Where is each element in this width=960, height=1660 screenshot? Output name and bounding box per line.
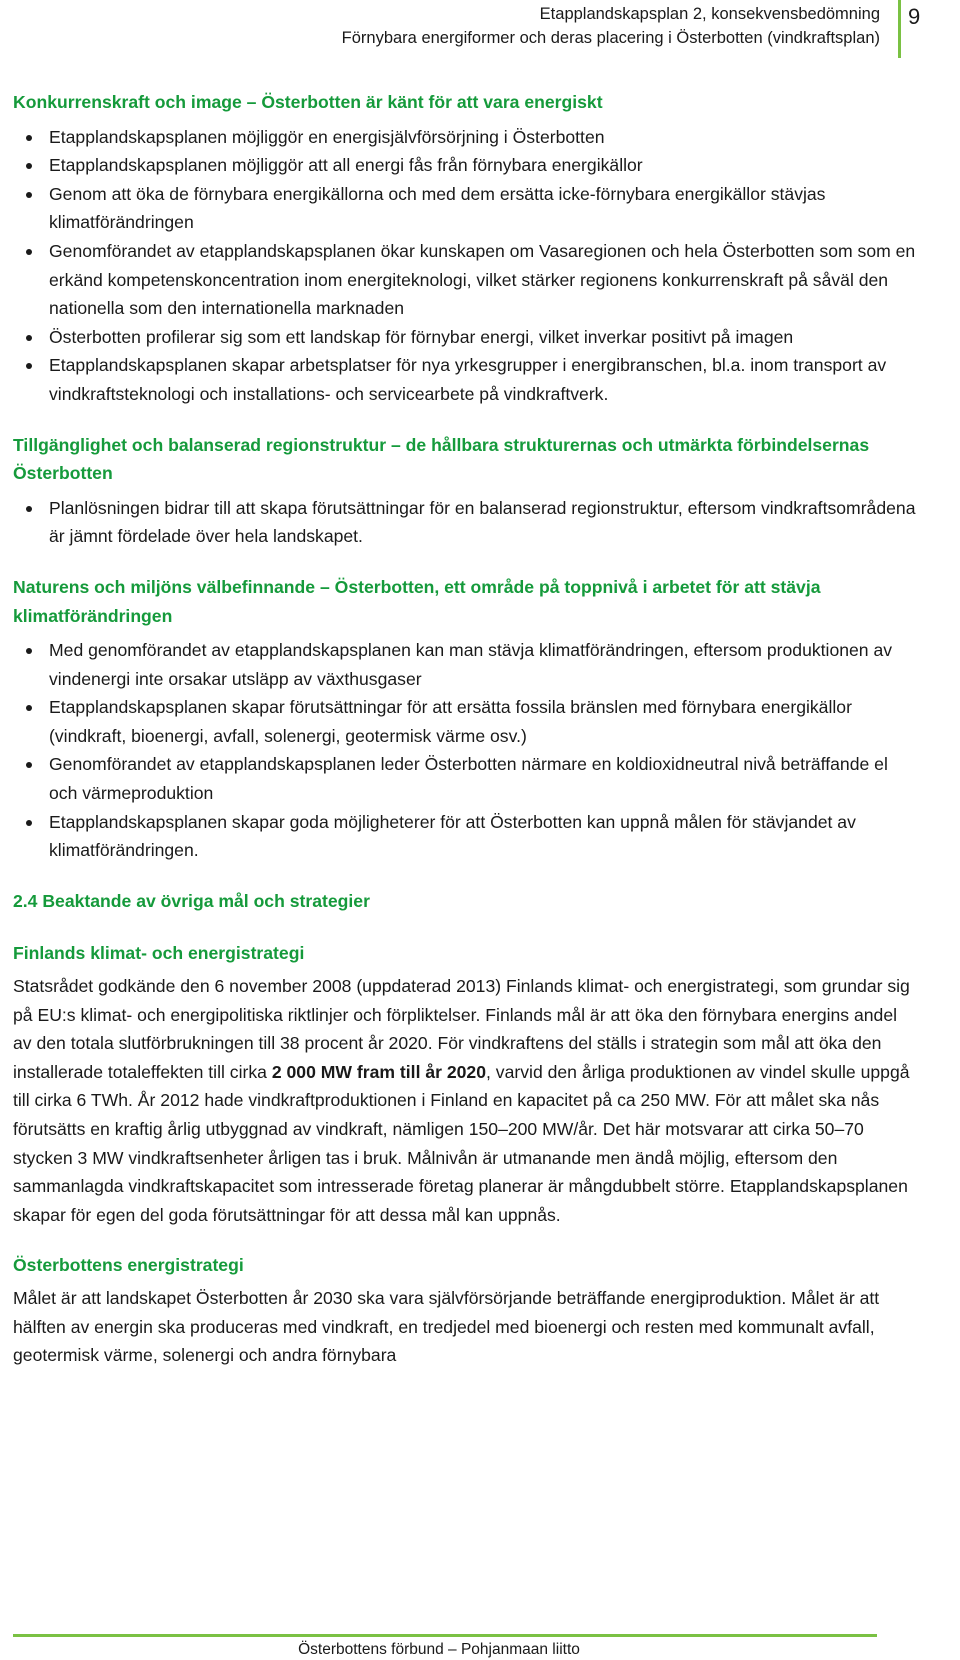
paragraph-finland-strategy: [13, 972, 918, 1229]
section-heading-competitiveness: Konkurrenskraft och image – Österbotten är känt för att vara energiskt: [13, 92, 603, 112]
list-item: Österbotten profilerar sig som ett landskap för förnybar energi, vilket inverkar positivt på imagen: [13, 323, 918, 352]
list-item: Etapplandskapsplanen skapar förutsättningar för att ersätta fossila bränslen med förnybara energikällor (vindkraft, bioenergi, avfall, solenergi, geotermisk värme osv.): [13, 693, 918, 750]
list-item: Planlösningen bidrar till att skapa förutsättningar för en balanserad regionstruktur, eftersom vindkraftsområdena är jämnt fördelade över hela landskapet.: [13, 494, 918, 551]
bullet-list-environment: [13, 636, 918, 865]
list-item: Etapplandskapsplanen skapar goda möjligheterer för att Österbotten kan uppnå målen för stävjandet av klimatförändringen.: [13, 808, 918, 865]
bullet-list-accessibility: [13, 494, 918, 551]
page-number: 9: [908, 4, 921, 29]
section-heading-finland-strategy: Finlands klimat- och energistrategi: [13, 943, 305, 964]
paragraph-ostrobothnia-strategy: Målet är att landskapet Österbotten år 2030 ska vara självförsörjande beträffande energiproduktion. Målet är att hälften av energin ska produceras med vindkraft, en tredjedel med bioenergi och resten med kommunalt avfall, geotermisk värme, solenergi och andra förnybara: [13, 1287, 880, 1366]
list-item: Etapplandskapsplanen möjliggör en energisjälvförsörjning i Österbotten: [13, 123, 918, 152]
paragraph-text: Statsrådet godkände den 6 november 2008 (uppdaterad 2013) Finlands klimat- och energistrategi, som grundar sig på EU:s klimat- och energipolitiska riktlinjer och förpliktelser. Finlands mål är att öka den förnybara energins andel av den totala slutförbrukningen till 38 procent år 2020. För vindkraftens del ställs i strategin som mål att öka den installerade totaleffekten till cirka: [13, 976, 910, 1082]
section-heading-accessibility: Tillgänglighet och balanserad regionstruktur – de hållbara strukturernas och utmärkta förbindelsernas Österbotten: [13, 434, 870, 484]
footer-rule: [13, 1634, 877, 1637]
page-footer: Österbottens förbund – Pohjanmaan liitto: [298, 1641, 580, 1658]
header-rule: [898, 0, 901, 58]
header-line-2: Förnybara energiformer och deras placering i Österbotten (vindkraftsplan): [341, 29, 880, 47]
list-item: Etapplandskapsplanen möjliggör att all energi fås från förnybara energikällor: [13, 151, 918, 180]
page-header: [342, 2, 880, 50]
section-heading-environment: Naturens och miljöns välbefinnande – Österbotten, ett område på toppnivå i arbetet för att stävja klimatförändringen: [13, 576, 821, 626]
list-item: Med genomförandet av etapplandskapsplanen kan man stävja klimatförändringen, eftersom produktionen av vindenergi inte orsakar utsläpp av växthusgaser: [13, 636, 918, 693]
bullet-list-competitiveness: [13, 123, 918, 409]
list-item: Genom att öka de förnybara energikällorna och med dem ersätta icke-förnybara energikällor stävjas klimatförändringen: [13, 180, 918, 237]
list-item: Genomförandet av etapplandskapsplanen leder Österbotten närmare en koldioxidneutral nivå beträffande el och värmeproduktion: [13, 750, 918, 807]
section-heading-ostrobothnia-strategy: Österbottens energistrategi: [13, 1255, 244, 1276]
document-body: [13, 88, 918, 1370]
paragraph-text: , varvid den årliga produktionen av vindel skulle uppgå till cirka 6 TWh. År 2012 hade vindkraftproduktionen i Finland en kapacitet på ca 250 MW. För att målet ska nås förutsätts en kraftig årlig utbyggnad av vindkraft, nämligen 150–200 MW/år. Det här motsvarar att cirka 50–70 stycken 3 MW vindkraftsenheter årligen tas i bruk. Målnivån är utmanande men ändå möjlig, eftersom den sammanlagda vindkraftskapacitet som intresserade företag planerar är mångdubbelt större. Etapplandskapsplanen skapar för egen del goda förutsättningar för att dessa mål kan uppnås.: [13, 1061, 910, 1225]
chapter-heading-2-4: 2.4 Beaktande av övriga mål och strategier: [13, 890, 370, 911]
header-line-1: Etapplandskapsplan 2, konsekvensbedömning: [539, 5, 880, 23]
list-item: Genomförandet av etapplandskapsplanen ökar kunskapen om Vasaregionen och hela Österbotten som som en erkänd kompetenskoncentration inom energiteknologi, vilket stärker regionens konkurrenskraft på såväl den nationella som den internationella marknaden: [13, 237, 918, 323]
paragraph-bold-text: 2 000 MW fram till år 2020: [271, 1061, 487, 1082]
list-item: Etapplandskapsplanen skapar arbetsplatser för nya yrkesgrupper i energibranschen, bl.a. inom transport av vindkraftsteknologi och installations- och servicearbete på vindkraftverk.: [13, 351, 918, 408]
